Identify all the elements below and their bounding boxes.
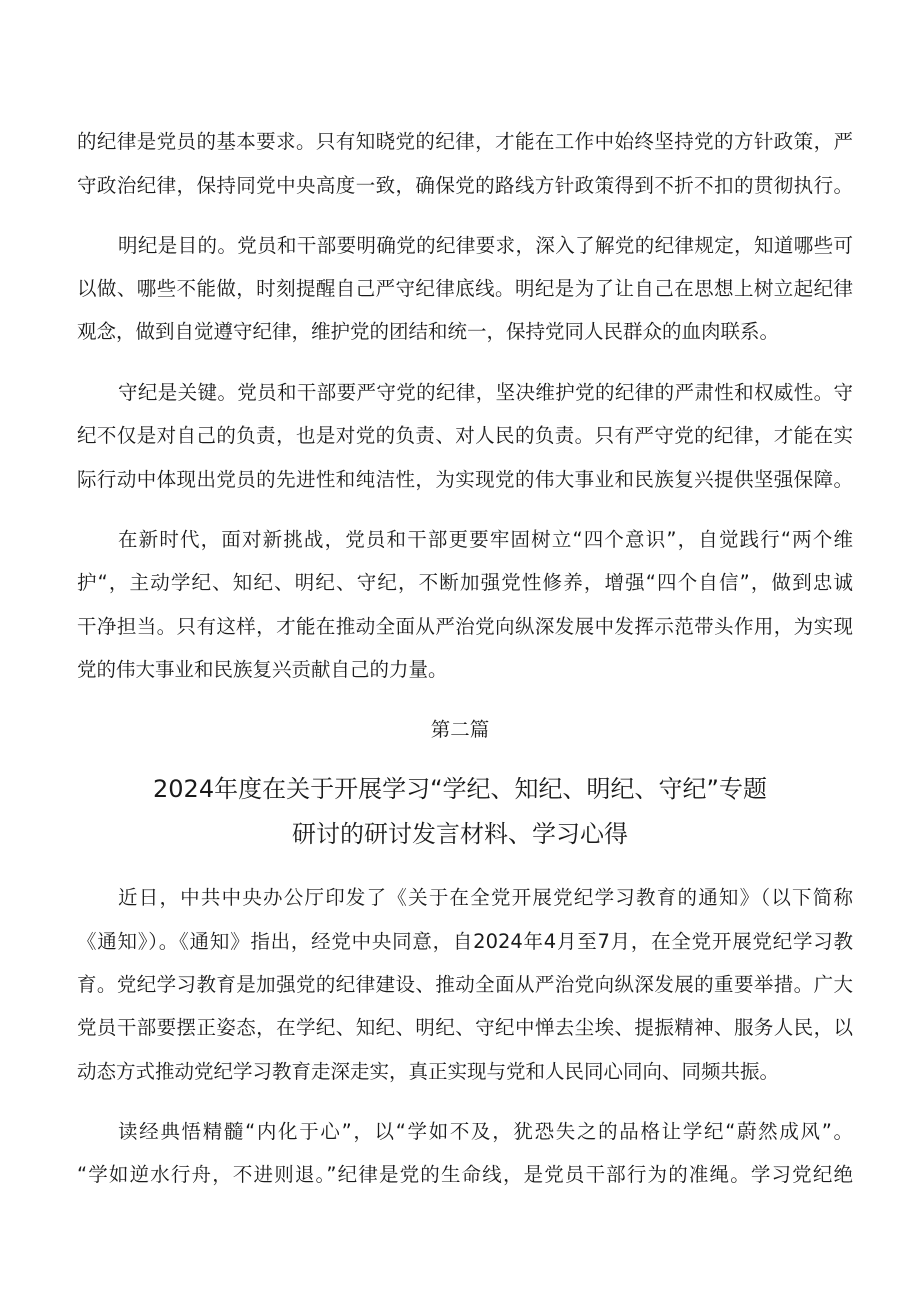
- paragraph-5-line-1: 近日，中共中央办公厅印发了《关于在全党开展党纪学习教育的通知》（以下简称: [118, 886, 853, 909]
- paragraph-2-line-3: 观念，做到自觉遵守纪律，维护党的团结和统一，保持党同人民群众的血肉联系。: [77, 320, 780, 343]
- paragraph-3-line-2: 纪不仅是对自己的负责，也是对党的负责、对人民的负责。只有严守党的纪律，才能在实: [77, 424, 853, 447]
- paragraph-2-line-2: 以做、哪些不能做，时刻提醒自己严守纪律底线。明纪是为了让自己在思想上树立起纪律: [77, 277, 853, 300]
- paragraph-4-line-1: 在新时代，面对新挑战，党员和干部更要牢固树立“四个意识”，自觉践行“两个维: [118, 528, 853, 551]
- paragraph-3-line-1: 守纪是关键。党员和干部要严守党的纪律，坚决维护党的纪律的严肃性和权威性。守: [118, 381, 853, 404]
- section-title-line-1: 2024年度在关于开展学习“学纪、知纪、明纪、守纪”专题: [153, 775, 767, 803]
- paragraph-5-line-2: 《通知》）。《通知》指出，经党中央同意，自2024年4月至7月，在全党开展党纪学习教: [77, 930, 853, 953]
- paragraph-4-line-4: 党的伟大事业和民族复兴贡献自己的力量。: [77, 658, 448, 681]
- section-label: 第二篇: [430, 718, 490, 741]
- paragraph-6-line-1: 读经典悟精髓“内化于心”，以“学如不及，犹恐失之的品格让学纪“蔚然成风”。: [118, 1120, 853, 1143]
- paragraph-6-line-2: “学如逆水行舟，不进则退。”纪律是党的生命线，是党员干部行为的准绳。学习党纪绝: [77, 1163, 853, 1186]
- paragraph-5-line-4: 党员干部要摆正姿态，在学纪、知纪、明纪、守纪中惮去尘埃、提振精神、服务人民，以: [77, 1016, 853, 1039]
- section-title-line-2: 研讨的研讨发言材料、学习心得: [292, 820, 628, 848]
- paragraph-3-line-3: 际行动中体现出党员的先进性和纯洁性，为实现党的伟大事业和民族复兴提供坚强保障。: [77, 468, 853, 491]
- paragraph-5-line-5: 动态方式推动党纪学习教育走深走实，真正实现与党和人民同心同向、同频共振。: [77, 1060, 780, 1083]
- paragraph-1-line-1: 的纪律是党员的基本要求。只有知晓党的纪律，才能在工作中始终坚持党的方针政策，严: [77, 130, 853, 153]
- paragraph-5-line-3: 育。党纪学习教育是加强党的纪律建设、推动全面从严治党向纵深发展的重要举措。广大: [77, 973, 853, 996]
- paragraph-4-line-2: 护“，主动学纪、知纪、明纪、守纪，不断加强党性修养，增强“四个自信”，做到忠诚: [77, 571, 853, 594]
- paragraph-1-line-2: 守政治纪律，保持同党中央高度一致，确保党的路线方针政策得到不折不扣的贯彻执行。: [77, 174, 853, 197]
- paragraph-4-line-3: 干净担当。只有这样，才能在推动全面从严治党向纵深发展中发挥示范带头作用，为实现: [77, 615, 853, 638]
- paragraph-2-line-1: 明纪是目的。党员和干部要明确党的纪律要求，深入了解党的纪律规定，知道哪些可: [118, 234, 853, 257]
